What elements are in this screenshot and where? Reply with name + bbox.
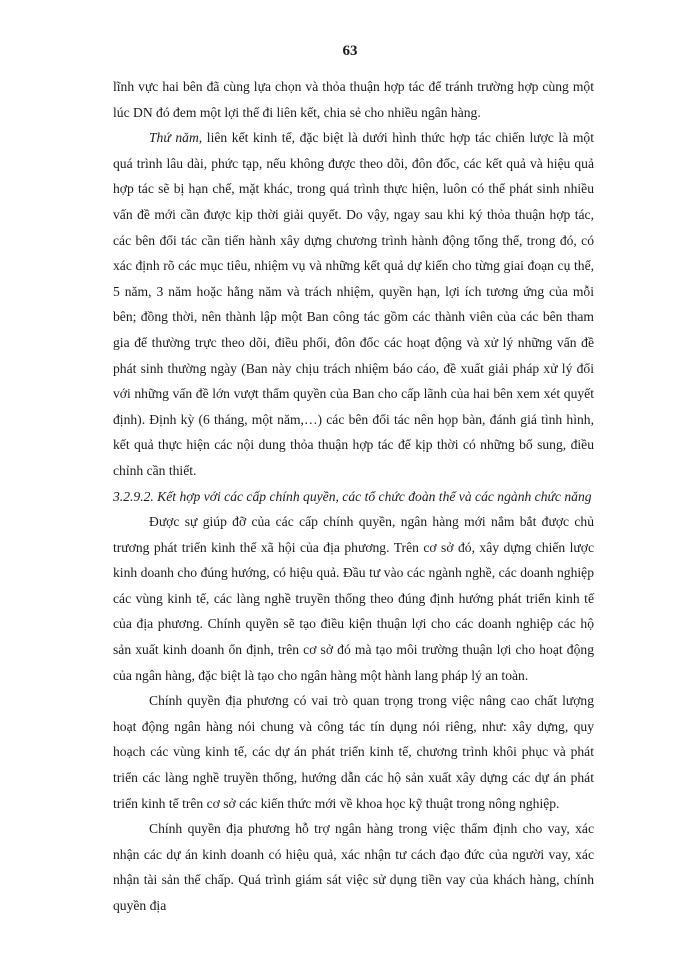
section-heading: 3.2.9.2. Kết hợp với các cấp chính quyền, các tổ chức đoàn thể và các ngành chức năng — [113, 488, 592, 504]
paragraph-government-appraisal: Chính quyền địa phương hỗ trợ ngân hàng trong việc thẩm định cho vay, xác nhận các dự án kinh doanh có hiệu quả, xác nhận tư cách đạo đức của người vay, xác nhận tài sản thế chấp. Quá trình giám sát việc sử dụng tiền vay của khách hàng, chính quyền địa — [113, 821, 594, 913]
paragraph-lead-italic: Thứ năm, — [149, 130, 203, 146]
paragraph-government-role: Chính quyền địa phương có vai trò quan trọng trong việc nâng cao chất lượng hoạt động ngân hàng nói chung và công tác tín dụng nói riêng, như: xây dựng, quy hoạch các vùng kinh tế, các dự án phát triển kinh tế, chương trình khôi phục và phát triển các làng nghề truyền thống, hướng dẫn các hộ sản xuất xây dựng các dự án phát triển kinh tế trên cơ sở các kiến thức mới về khoa học kỹ thuật trong nông nghiệp. — [113, 693, 594, 811]
paragraph-government-support: Được sự giúp đỡ của các cấp chính quyền, ngân hàng mới nắm bắt được chủ trương phát triển kinh thế xã hội của địa phương. Trên cơ sở đó, xây dựng chiến lược kinh doanh cho đúng hướng, có hiệu quả. Đầu tư vào các ngành nghề, các doanh nghiệp các vùng kinh tế, các làng nghề truyền thống theo đúng định hướng phát triển kinh tế của địa phương. Chính quyền sẽ tạo điều kiện thuận lợi cho các doanh nghiệp các hộ sản xuất kinh doanh ổn định, trên cơ sở đó mà tạo môi trường thuận lợi cho hoạt động của ngân hàng, đặc biệt là tạo cho ngân hàng một hành lang pháp lý an toàn. — [113, 514, 594, 683]
paragraph-thu-nam — [113, 125, 594, 483]
paragraph-body: liên kết kinh tế, đặc biệt là dưới hình thức hợp tác chiến lược là một quá trình lâu dài, phức tạp, nếu không được theo dõi, đôn đốc, các kết quả và hiệu quả hợp tác sẽ bị hạn chế, mặt khác, trong quá trình thực hiện, luôn có thể phát sinh nhiều vấn đề mới cần được kịp thời giải quyết. Do vậy, ngay sau khi ký thỏa thuận hợp tác, các bên đối tác cần tiến hành xây dựng chương trình hành động tổng thể, trong đó, có xác định rõ các mục tiêu, nhiệm vụ và những kết quả dự kiến cho từng giai đoạn cụ thể, 5 năm, 3 năm hoặc hằng năm và trách nhiệm, quyền hạn, lợi ích tương ứng của mỗi bên; đồng thời, nên thành lập một Ban công tác gồm các thành viên của các bên tham gia để thường trực theo dõi, điều phối, đôn đốc các hoạt động và xử lý những vấn đề phát sinh thường ngày (Ban này chịu trách nhiệm báo cáo, đề xuất giải pháp xử lý đối với những vấn đề lớn vượt thẩm quyền của Ban cho cấp lãnh của hai bên xem xét quyết định). Định kỳ (6 tháng, một năm,…) các bên đối tác nên họp bàn, đánh giá tình hình, kết quả thực hiện các nội dung thỏa thuận hợp tác để kịp thời có những bổ sung, điều chỉnh cần thiết. — [113, 130, 594, 478]
body-text — [113, 74, 594, 919]
paragraph-continuation: lĩnh vực hai bên đã cùng lựa chọn và thỏa thuận hợp tác để tránh trường hợp cùng một lúc DN đó đem một lợi thế đi liên kết, chia sẻ cho nhiều ngân hàng. — [113, 79, 594, 120]
page-number: 63 — [342, 43, 358, 59]
